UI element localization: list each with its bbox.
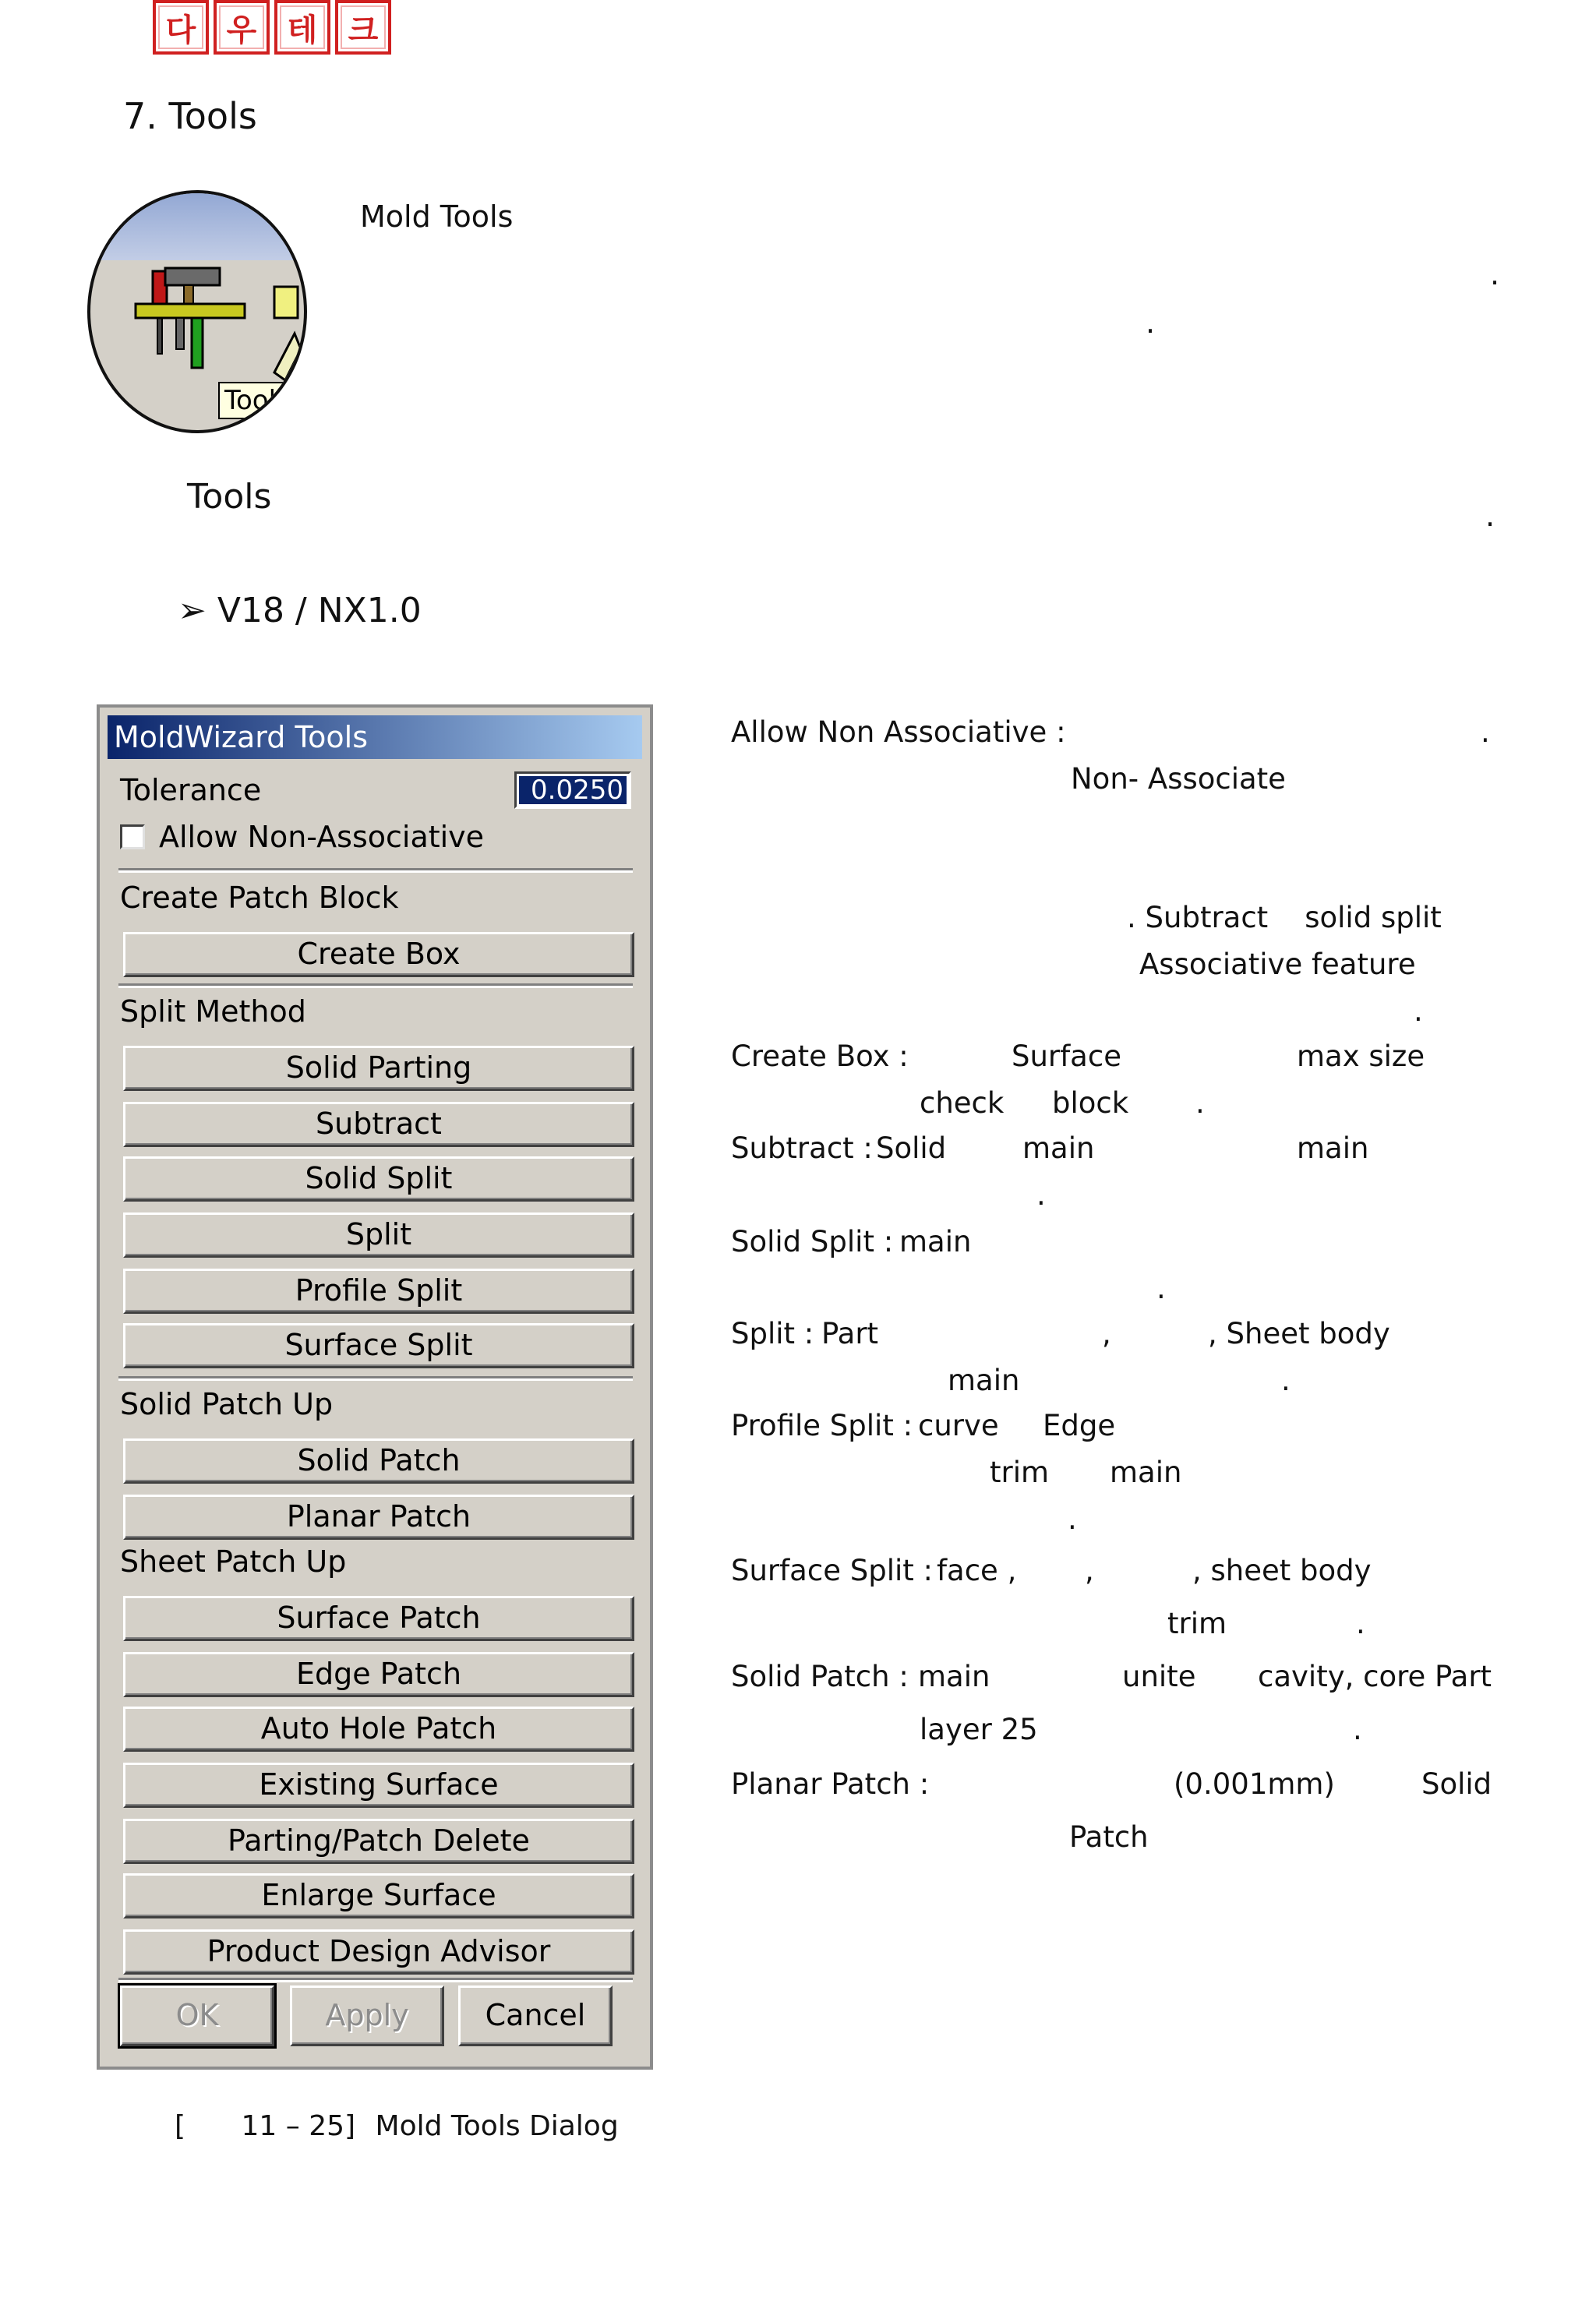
apply-button[interactable]: Apply (290, 1985, 444, 2046)
product-design-advisor-button[interactable]: Product Design Advisor (123, 1929, 634, 1975)
split-method-label: Split Method (120, 994, 306, 1029)
period: . (1146, 305, 1156, 340)
tools-icon-magnified (87, 190, 307, 433)
solid-parting-button[interactable]: Solid Parting (123, 1046, 634, 1091)
tools-tooltip: Tools (218, 382, 296, 419)
surface-split-desc-title: Surface Split : (731, 1554, 933, 1587)
tolerance-value: 0.0250 (519, 776, 627, 804)
allow-non-associative-desc-title: Allow Non Associative : (731, 715, 1066, 749)
solid-patch-desc-title: Solid Patch : (731, 1660, 909, 1693)
profile-split-desc-title: Profile Split : (731, 1409, 913, 1442)
caption-bracket: [ (175, 2110, 186, 2142)
subtract-button[interactable]: Subtract (123, 1102, 634, 1147)
enlarge-surface-button[interactable]: Enlarge Surface (123, 1873, 634, 1918)
company-logo (153, 0, 391, 59)
surface-split-desc: trim (1167, 1607, 1227, 1640)
solid-split-desc-title: Solid Split : (731, 1225, 894, 1258)
split-desc: , (1102, 1317, 1111, 1350)
planar-patch-desc: Solid (1421, 1767, 1492, 1801)
profile-split-desc: main (1110, 1456, 1182, 1489)
period: . (1356, 1607, 1365, 1640)
separator (118, 868, 633, 873)
surface-patch-button[interactable]: Surface Patch (123, 1596, 634, 1641)
create-patch-block-label: Create Patch Block (120, 881, 399, 915)
intro-title: Mold Tools (360, 199, 514, 234)
ok-button[interactable]: OK (120, 1985, 274, 2046)
split-desc: , Sheet body (1208, 1317, 1390, 1350)
profile-split-desc: trim (990, 1456, 1050, 1489)
period: . (1068, 1502, 1077, 1536)
split-desc: Part (821, 1317, 879, 1350)
surface-split-desc: , sheet body (1192, 1554, 1372, 1587)
create-box-desc: max size (1297, 1040, 1425, 1073)
dialog-title: MoldWizard Tools (108, 715, 642, 759)
period: . (1353, 1713, 1362, 1746)
period: . (1156, 1272, 1166, 1305)
planar-patch-button[interactable]: Planar Patch (123, 1495, 634, 1540)
figure-caption (175, 2110, 619, 2142)
solid-patch-desc: main (918, 1660, 990, 1693)
subtract-desc: main (1297, 1131, 1369, 1165)
split-button[interactable]: Split (123, 1212, 634, 1258)
surface-split-desc: , (1085, 1554, 1094, 1587)
period: . (1414, 994, 1423, 1028)
surface-split-desc: face , (937, 1554, 1017, 1587)
solid-split-desc: main (899, 1225, 972, 1258)
logo-char: 우 (214, 0, 270, 55)
surface-split-button[interactable]: Surface Split (123, 1323, 634, 1368)
separator (118, 983, 633, 988)
cancel-button[interactable]: Cancel (458, 1985, 613, 2046)
split-desc-title: Split : (731, 1317, 814, 1350)
period: . (1490, 257, 1500, 291)
profile-split-desc: curve (918, 1409, 999, 1442)
allow-desc-line: . Subtract solid split (1127, 901, 1442, 934)
allow-non-associative-label: Allow Non-Associative (159, 820, 485, 854)
caption-number: 11 – 25] (241, 2110, 356, 2142)
planar-patch-desc: Patch (1069, 1820, 1149, 1854)
auto-hole-patch-button[interactable]: Auto Hole Patch (123, 1707, 634, 1752)
period: . (1481, 715, 1490, 749)
period: . (1195, 1086, 1205, 1120)
planar-patch-desc-title: Planar Patch : (731, 1767, 930, 1801)
allow-non-associative-checkbox[interactable] (120, 824, 145, 849)
period: . (1485, 499, 1495, 533)
profile-split-button[interactable]: Profile Split (123, 1269, 634, 1314)
subtract-desc: Solid (876, 1131, 947, 1165)
solid-patch-desc: layer 25 (920, 1713, 1038, 1746)
parting-patch-delete-button[interactable]: Parting/Patch Delete (123, 1819, 634, 1864)
solid-patch-desc: cavity, core Part (1258, 1660, 1492, 1693)
create-box-desc: block (1052, 1086, 1129, 1120)
sheet-patch-up-label: Sheet Patch Up (120, 1544, 347, 1579)
planar-patch-desc: (0.001mm) (1174, 1767, 1335, 1801)
subtract-desc-title: Subtract : (731, 1131, 873, 1165)
moldwizard-tools-dialog (97, 704, 653, 2070)
logo-char: 다 (153, 0, 209, 55)
existing-surface-button[interactable]: Existing Surface (123, 1763, 634, 1808)
logo-char: 테 (274, 0, 330, 55)
edge-patch-button[interactable]: Edge Patch (123, 1652, 634, 1697)
solid-patch-button[interactable]: Solid Patch (123, 1438, 634, 1484)
separator (118, 1978, 633, 1982)
logo-char: 크 (335, 0, 391, 55)
subtract-desc: main (1022, 1131, 1095, 1165)
period: . (1036, 1178, 1046, 1212)
create-box-desc: Surface (1012, 1040, 1121, 1073)
period: . (1281, 1364, 1291, 1397)
tools-paragraph-label: Tools (187, 477, 272, 517)
tolerance-label: Tolerance (120, 773, 262, 807)
allow-desc-line: Associative feature (1139, 948, 1416, 981)
solid-split-button[interactable]: Solid Split (123, 1156, 634, 1202)
create-box-desc-title: Create Box : (731, 1040, 909, 1073)
profile-split-desc: Edge (1043, 1409, 1116, 1442)
create-box-button[interactable]: Create Box (123, 932, 634, 977)
version-bullet: ➢ V18 / NX1.0 (178, 591, 422, 630)
allow-desc-line: Non- Associate (1071, 762, 1286, 796)
section-heading: 7. Tools (123, 95, 257, 137)
split-desc: main (948, 1364, 1020, 1397)
solid-patch-up-label: Solid Patch Up (120, 1387, 334, 1421)
separator (118, 1376, 633, 1381)
caption-text: Mold Tools Dialog (375, 2110, 619, 2142)
tolerance-input[interactable] (514, 771, 631, 809)
create-box-desc: check (920, 1086, 1005, 1120)
solid-patch-desc: unite (1122, 1660, 1196, 1693)
